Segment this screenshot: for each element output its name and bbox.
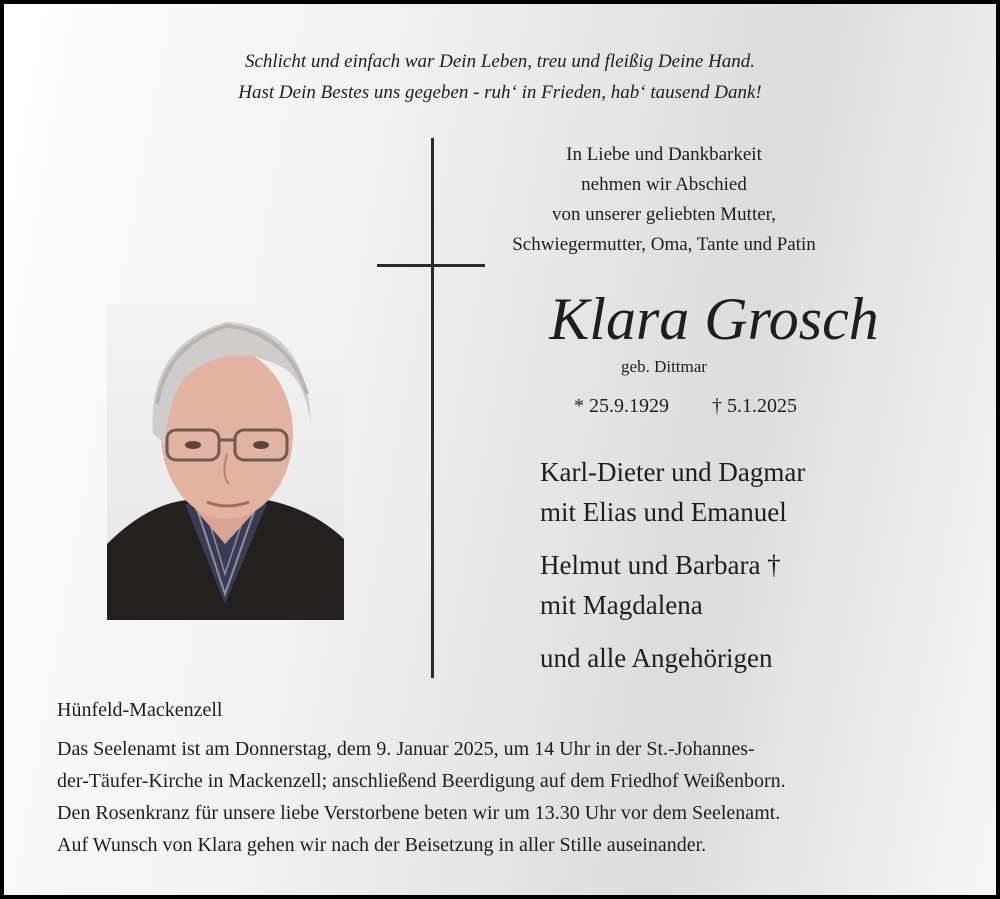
details-line: Den Rosenkranz für unsere liebe Verstorbene beten wir um 13.30 Uhr vor dem Seelenamt. (57, 802, 781, 824)
service-details (57, 734, 947, 862)
memorial-verse (4, 46, 996, 108)
mourner-line: mit Elias und Emanuel (540, 497, 787, 527)
mourner-line: mit Magdalena (540, 590, 703, 620)
cross-horizontal (377, 264, 485, 267)
place-name: Hünfeld-Mackenzell (57, 699, 223, 721)
intro-line: Schwiegermutter, Oma, Tante und Patin (512, 234, 816, 255)
birth-name: geb. Dittmar (621, 357, 707, 376)
cross-vertical (431, 138, 434, 678)
mourner-line: Helmut und Barbara † (540, 550, 781, 580)
portrait-illustration (107, 304, 344, 620)
farewell-intro (494, 140, 834, 260)
birth-date: * 25.9.1929 (574, 395, 669, 417)
details-line: der-Täufer-Kirche in Mackenzell; anschließend Beerdigung auf dem Friedhof Weißenborn. (57, 770, 786, 792)
mourner-group (540, 452, 960, 532)
obituary-card (4, 4, 996, 895)
verse-line-1: Schlicht und einfach war Dein Leben, treu und fleißig Deine Hand. (244, 51, 756, 72)
mourners-list (540, 452, 960, 691)
intro-line: nehmen wir Abschied (581, 174, 747, 195)
intro-line: von unserer geliebten Mutter, (551, 204, 776, 225)
portrait-photo (107, 304, 344, 620)
life-dates (574, 392, 874, 420)
mourner-line: Karl-Dieter und Dagmar (540, 457, 806, 487)
mourner-group (540, 638, 960, 678)
details-line: Das Seelenamt ist am Donnerstag, dem 9. Januar 2025, um 14 Uhr in der St.-Johannes- (57, 738, 755, 760)
deceased-name: Klara Grosch (549, 286, 879, 352)
death-date: † 5.1.2025 (712, 395, 797, 417)
mourner-group (540, 545, 960, 625)
details-line: Auf Wunsch von Klara gehen wir nach der Beisetzung in aller Stille auseinander. (57, 834, 707, 856)
mourner-line: und alle Angehörigen (540, 643, 773, 673)
intro-line: In Liebe und Dankbarkeit (566, 144, 762, 165)
verse-line-2: Hast Dein Bestes uns gegeben - ruh‘ in Frieden, hab‘ tausend Dank! (238, 82, 762, 103)
